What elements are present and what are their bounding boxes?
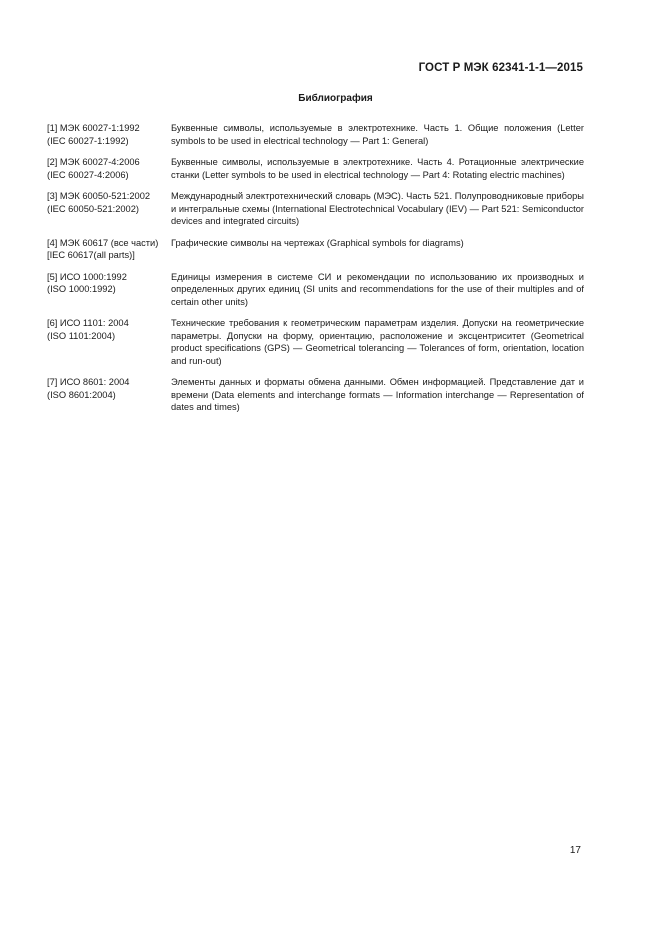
bibliography-ref: [5] ИСО 1000:1992 (ISO 1000:1992) [47,271,127,294]
bibliography-ref: [6] ИСО 1101: 2004 (ISO 1101:2004) [47,318,129,341]
bibliography-ref: [4] МЭК 60617 (все части) [IEC 60617(all parts)] [47,237,159,260]
bibliography-description: Графические символы на чертежах (Graphical symbols for diagrams) [171,237,464,248]
bibliography-list [47,122,584,423]
bibliography-entry-6 [47,317,584,367]
bibliography-description: Единицы измерения в системе СИ и рекомендации по использованию их производных и определенных других единиц (SI units and recommendations for the use of their multiples and of certain other units) [171,271,584,307]
bibliography-entry-3 [47,190,584,228]
bibliography-ref: [1] МЭК 60027-1:1992 (IEC 60027-1:1992) [47,123,140,146]
section-title: Библиография [298,93,373,104]
bibliography-entry-1 [47,122,584,147]
bibliography-entry-2 [47,156,584,181]
bibliography-ref: [7] ИСО 8601: 2004 (ISO 8601:2004) [47,377,130,400]
bibliography-description: Элементы данных и форматы обмена данными. Обмен информацией. Представление дат и времени (Data elements and interchange formats — Information interchange — Representation of dates and times) [171,377,584,412]
bibliography-description: Международный электротехнический словарь (МЭС). Часть 521. Полупроводниковые приборы и интегральные схемы (International Electrotechnical Vocabulary (IEV) — Part 521: Semiconductor devices and integrated circuits) [171,191,584,226]
bibliography-entry-5 [47,271,584,309]
bibliography-description: Буквенные символы, используемые в электротехнике. Часть 1. Общие положения (Letter symbols to be used in electrical technology — Part 1: General) [171,123,584,146]
page-number: 17 [569,845,581,856]
bibliography-description: Буквенные символы, используемые в электротехнике. Часть 4. Ротационные электрические станки (Letter symbols to be used in electrical technology — Part 4: Rotating electric machines) [171,157,584,180]
bibliography-ref: [3] МЭК 60050-521:2002 (IEC 60050-521:2002) [47,191,151,214]
bibliography-entry-7 [47,376,584,414]
bibliography-entry-4 [47,237,584,262]
bibliography-ref: [2] МЭК 60027-4:2006 (IEC 60027-4:2006) [47,157,140,180]
document-standard-id: ГОСТ Р МЭК 62341-1-1—2015 [418,62,583,74]
bibliography-description: Технические требования к геометрическим параметрам изделия. Допуски на геометрические параметры. Допуски на форму, ориентацию, расположение и эксцентриситет (Geometrical product specifications (GPS) — Geometrical tolerancing — Tolerances of form, orientation, location and run-out) [171,318,584,366]
